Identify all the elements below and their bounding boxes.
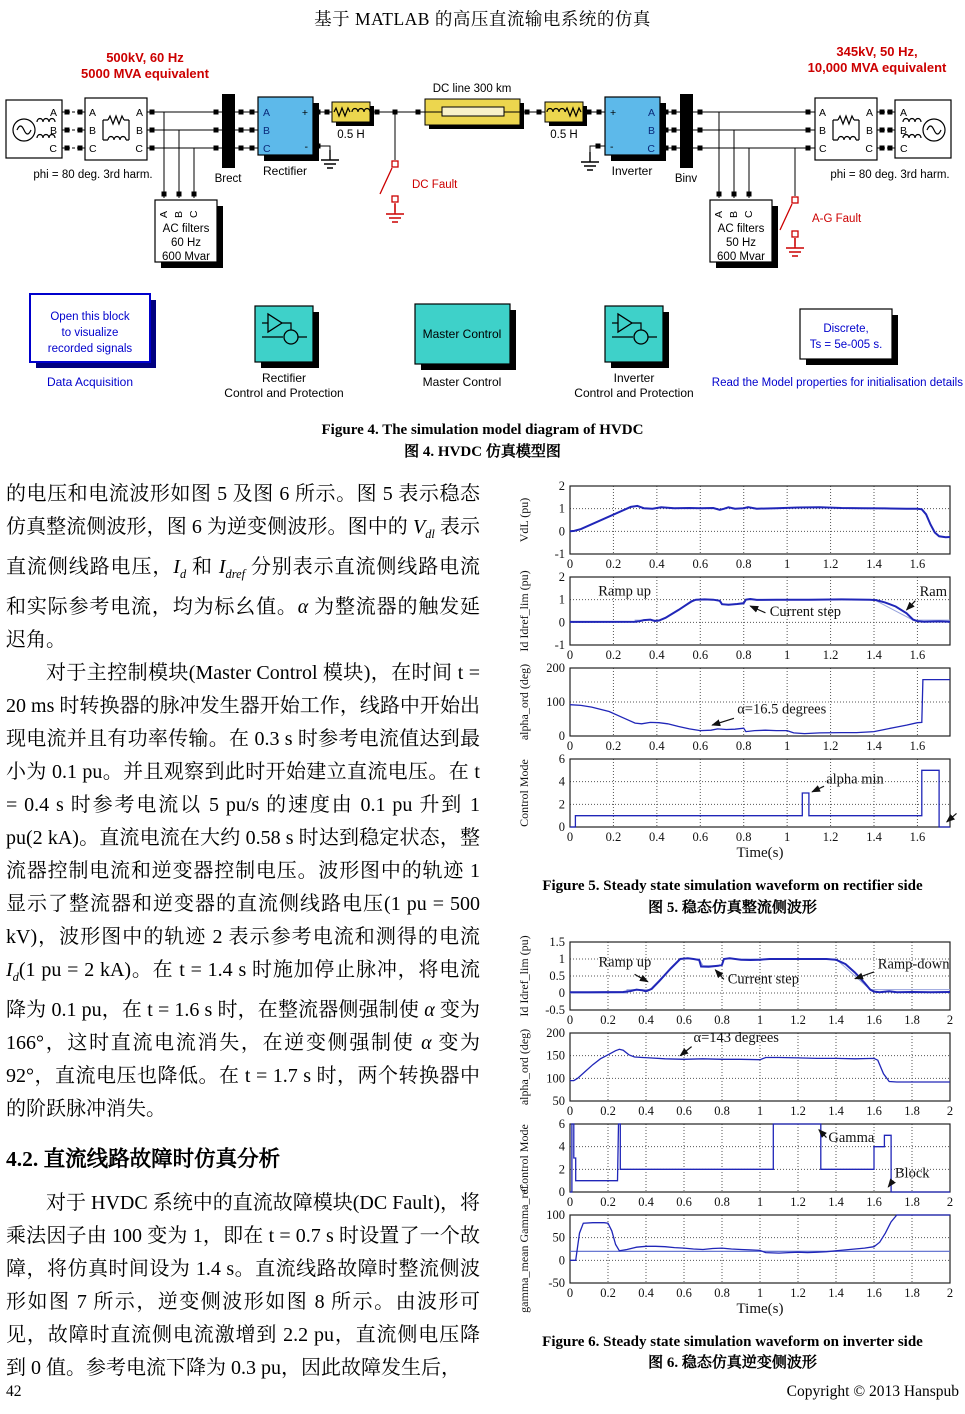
- port-b: B: [900, 125, 908, 137]
- svg-text:0.4: 0.4: [638, 1103, 654, 1118]
- page-title: 基于 MATLAB 的高压直流输电系统的仿真: [314, 9, 651, 29]
- binv-label: Binv: [674, 173, 698, 185]
- section-heading-4-2: 4.2. 直流线路故障时仿真分析: [6, 1147, 281, 1171]
- figure6-caption-en: Figure 6. Steady state simulation waveform on inverter side: [542, 1333, 923, 1350]
- svg-text:0: 0: [566, 648, 574, 662]
- svg-text:1: 1: [558, 592, 565, 607]
- paragraph: 的电压和电流波形如图 5 及图 6 所示。图 5 表示稳态仿真整流侧波形，图 6 为逆变侧波形。图中的 $V_{dl}$ 表示直流侧线路电压，$I_d$ 和 $I_{dref}$ 分别表示直流侧线路电流和实际参考电流，均为标幺值。α 为整流器的触发延迟角。: [6, 483, 481, 651]
- svg-text:2: 2: [946, 1285, 954, 1300]
- rectifier-label: Rectifier: [262, 164, 308, 178]
- svg-text:2: 2: [558, 570, 565, 584]
- rectifier-control-block[interactable]: [224, 306, 343, 400]
- svg-text:-1: -1: [554, 638, 565, 652]
- port-a: A: [89, 107, 97, 119]
- dc-line-label: DC line 300 km: [432, 83, 512, 95]
- svg-text:0.8: 0.8: [714, 1103, 730, 1118]
- impedance-right-block[interactable]: [815, 98, 877, 160]
- svg-text:1.2: 1.2: [822, 830, 839, 844]
- svg-text:1.4: 1.4: [866, 830, 882, 844]
- data-acquisition-label: Data Acquisition: [46, 375, 134, 389]
- svg-text:VdL (pu): VdL (pu): [517, 497, 531, 543]
- ac-filters-left-line1: AC filters: [162, 223, 210, 235]
- svg-text:0.2: 0.2: [600, 1103, 616, 1118]
- svg-text:1.6: 1.6: [866, 1285, 882, 1300]
- port-c: C: [647, 143, 655, 155]
- port-a: A: [865, 107, 873, 119]
- svg-text:4: 4: [558, 1139, 565, 1154]
- svg-text:0: 0: [558, 524, 565, 539]
- svg-text:1.2: 1.2: [822, 648, 839, 662]
- ac-filters-right-line1: AC filters: [717, 223, 765, 235]
- svg-text:0.4: 0.4: [638, 1194, 654, 1209]
- svg-text:Ram: Ram: [919, 583, 947, 600]
- svg-text:1.8: 1.8: [904, 1285, 920, 1300]
- port-minus: -: [610, 141, 614, 153]
- svg-text:1.6: 1.6: [866, 1194, 882, 1209]
- right-source-label-1: 345kV, 50 Hz,: [836, 44, 918, 59]
- port-b: B: [135, 125, 143, 137]
- wires-imp-src-right: [877, 110, 895, 151]
- port-a: A: [49, 107, 57, 119]
- svg-text:0: 0: [558, 615, 565, 630]
- svg-text:Time(s): Time(s): [736, 845, 784, 861]
- svg-text:0: 0: [558, 1184, 565, 1199]
- port-a: A: [713, 210, 725, 218]
- port-plus: +: [301, 107, 308, 119]
- port-b: B: [263, 125, 271, 137]
- svg-text:Current step: Current step: [769, 603, 842, 620]
- paragraphs-before-heading: [6, 478, 480, 1126]
- svg-text:1.2: 1.2: [790, 1194, 806, 1209]
- svg-text:0: 0: [566, 1194, 574, 1209]
- text-column: [6, 478, 480, 1385]
- figure5-caption: [500, 876, 965, 920]
- svg-text:0: 0: [566, 1103, 574, 1118]
- svg-text:0.8: 0.8: [735, 648, 752, 662]
- svg-text:1.5: 1.5: [549, 934, 565, 949]
- inverter-control-block[interactable]: [574, 306, 693, 400]
- left-source-label-2: 5000 MVA equivalent: [81, 66, 209, 81]
- port-c: C: [819, 143, 827, 155]
- port-b: B: [865, 125, 873, 137]
- svg-text:1: 1: [756, 1012, 764, 1027]
- figure6-chart: [500, 932, 965, 1328]
- ac-filters-left-line2: 60 Hz: [170, 237, 202, 249]
- svg-text:Ramp up: Ramp up: [598, 953, 652, 970]
- master-control-block[interactable]: [415, 304, 516, 389]
- figure6-caption: [500, 1332, 965, 1376]
- ac-filters-right-line2: 50 Hz: [725, 237, 757, 249]
- svg-text:1: 1: [784, 739, 791, 753]
- svg-text:-0.5: -0.5: [545, 1002, 565, 1017]
- open-block-line3: recorded signals: [47, 343, 133, 355]
- svg-text:1.2: 1.2: [822, 739, 839, 753]
- svg-text:0.8: 0.8: [714, 1285, 730, 1300]
- svg-text:Id Idref_lim (pu): Id Idref_lim (pu): [517, 934, 531, 1017]
- inverter-control-label-1: Inverter: [613, 371, 655, 385]
- svg-text:0.6: 0.6: [692, 739, 709, 753]
- svg-text:0: 0: [558, 1252, 565, 1267]
- svg-text:0.2: 0.2: [600, 1012, 616, 1027]
- port-c: C: [865, 143, 873, 155]
- svg-text:alpha_ord (deg): alpha_ord (deg): [517, 1028, 531, 1105]
- svg-text:0.6: 0.6: [676, 1103, 692, 1118]
- figure5-caption-en: Figure 5. Steady state simulation waveform on rectifier side: [542, 878, 923, 894]
- binv-bus-block[interactable]: [675, 94, 698, 185]
- ac-source-left-block[interactable]: [6, 100, 62, 158]
- svg-text:α=143 degrees: α=143 degrees: [693, 1029, 779, 1046]
- svg-text:0.6: 0.6: [692, 648, 709, 662]
- paragraph: 对于 HVDC 系统中的直流故障模块(DC Fault)，将乘法因子由 100 变为 1，即在 t = 0.7 s 时设置了一个故障，将仿真时间设为 1.4 s。直流线路故障时整流侧波形如图 7 所示，逆变侧波形如图 8 所示。由波形可见，故障时直流侧电流激增到 2.2 pu，直流侧电压降到 0 值。参考电流下降为 0.3 pu，因此故障发生后，: [6, 1192, 480, 1379]
- open-block-line1: Open this block: [50, 311, 130, 323]
- port-c: C: [89, 143, 97, 155]
- svg-text:1: 1: [756, 1194, 764, 1209]
- svg-text:2: 2: [558, 797, 565, 812]
- svg-text:0.4: 0.4: [649, 739, 665, 753]
- dc-fault-label: DC Fault: [412, 179, 458, 191]
- rectifier-block[interactable]: [258, 97, 319, 178]
- discrete-line1: Discrete,: [823, 323, 869, 335]
- open-block-line2: to visualize: [61, 327, 119, 339]
- svg-text:2: 2: [946, 1012, 954, 1027]
- port-b: B: [89, 125, 97, 137]
- figure5-caption-zh: 图 5. 稳态仿真整流侧波形: [648, 899, 817, 916]
- svg-text:0: 0: [566, 739, 574, 753]
- svg-text:50: 50: [552, 1230, 565, 1245]
- svg-text:1.4: 1.4: [866, 648, 882, 662]
- svg-text:100: 100: [546, 695, 565, 709]
- svg-text:0.6: 0.6: [676, 1285, 692, 1300]
- page-number: 42: [6, 1383, 22, 1400]
- svg-text:0.6: 0.6: [676, 1012, 692, 1027]
- port-plus: +: [610, 107, 617, 119]
- page-footer: [6, 1383, 959, 1401]
- svg-text:0.8: 0.8: [735, 830, 752, 844]
- port-c: C: [743, 210, 755, 218]
- port-a: A: [158, 210, 170, 218]
- svg-text:0.2: 0.2: [600, 1194, 616, 1209]
- svg-text:100: 100: [546, 1207, 565, 1222]
- rectifier-control-label-1: Rectifier: [261, 371, 307, 385]
- svg-text:Ramp up: Ramp up: [598, 583, 651, 600]
- figure6-svg: [500, 932, 965, 1323]
- svg-text:0.2: 0.2: [605, 648, 622, 662]
- figure4-caption: [0, 420, 965, 464]
- svg-text:1.2: 1.2: [790, 1012, 806, 1027]
- hvdc-model-diagram: [0, 42, 965, 414]
- svg-text:Id Idref_lim (pu): Id Idref_lim (pu): [517, 570, 531, 652]
- port-b: B: [819, 125, 827, 137]
- svg-text:-1: -1: [554, 547, 565, 561]
- svg-text:0.6: 0.6: [676, 1194, 692, 1209]
- figure5-svg: [500, 476, 965, 867]
- svg-text:0.2: 0.2: [605, 830, 622, 844]
- wires-right-bus: [693, 110, 815, 199]
- dc-wire-left: [370, 110, 425, 115]
- svg-text:1.8: 1.8: [904, 1194, 920, 1209]
- figure4-caption-zh: 图 4. HVDC 仿真模型图: [404, 443, 561, 460]
- port-c: C: [49, 143, 57, 155]
- svg-text:0.4: 0.4: [649, 830, 665, 844]
- figure5-chart: [500, 476, 965, 872]
- paragraph: 对于主控制模块(Master Control 模块)，在时间 t = 20 ms 时转换器的脉冲发生器开始工作，线路中开始出现电流并且有功率传输。在 0.3 s 时参考电流值达到最小为 0.1 pu。并且观察到此时开始建立直流电压。在 t = 0.4 s 时参考电流以 5 pu/s 的速度由 0.1 pu 升到 1 pu(2 kA)。直流电流在大约 0.58 s 时达到稳定状态，整流器控制电流和逆变器控制电压。波形图中的轨迹 1 显示了整流器和逆变器的直流侧线路电压(1 pu = 500 kV)，波形图中的轨迹 2 表示参考电流和测得的电流 $I_d(1$ pu = 2 kA)。在 t = 1.4 s 时施加停止脉冲，将电流降为 0.1 pu，在 t = 1.6 s 时，在整流器侧强制使 α 变为 166°，这时直流电流消失，在逆变侧强制使 α 变为 92°，直流电压也降低。在 t = 1.7 s 时，两个转换器中的阶跃脉冲消失。: [6, 662, 481, 1120]
- svg-text:4: 4: [558, 774, 565, 789]
- svg-text:1.2: 1.2: [790, 1103, 806, 1118]
- svg-text:1.4: 1.4: [828, 1103, 844, 1118]
- inverter-block[interactable]: [605, 97, 666, 178]
- smoothing-reactor-right-block[interactable]: [545, 102, 587, 141]
- svg-text:1.4: 1.4: [828, 1012, 844, 1027]
- svg-text:1.2: 1.2: [822, 557, 839, 571]
- figure6-caption-zh: 图 6. 稳态仿真逆变侧波形: [648, 1355, 817, 1372]
- svg-text:50: 50: [552, 1093, 565, 1108]
- ag-fault-breaker[interactable]: [780, 148, 862, 256]
- svg-text:1.4: 1.4: [866, 739, 882, 753]
- svg-text:1.6: 1.6: [909, 739, 926, 753]
- svg-text:0.2: 0.2: [605, 739, 622, 753]
- svg-text:1.4: 1.4: [828, 1285, 844, 1300]
- svg-text:1.8: 1.8: [904, 1103, 920, 1118]
- svg-text:1: 1: [784, 557, 791, 571]
- wires-brect-rectifier: [235, 110, 258, 151]
- svg-text:0: 0: [566, 1012, 574, 1027]
- svg-text:-50: -50: [548, 1275, 565, 1290]
- model-properties-note: Read the Model properties for initialisation details: [711, 377, 963, 389]
- ac-filters-left-line3: 600 Mvar: [162, 251, 210, 263]
- right-source-label-2: 10,000 MVA equivalent: [807, 60, 947, 75]
- svg-text:1.6: 1.6: [909, 830, 926, 844]
- figure4-caption-en: Figure 4. The simulation model diagram of HVDC: [321, 422, 644, 438]
- port-b: B: [173, 210, 185, 218]
- svg-text:alpha_ord (deg): alpha_ord (deg): [517, 663, 531, 741]
- svg-text:100: 100: [546, 1070, 565, 1085]
- svg-text:Ramp-down: Ramp-down: [877, 956, 950, 973]
- svg-text:0: 0: [566, 557, 574, 571]
- svg-text:150: 150: [546, 1048, 565, 1063]
- svg-text:Block: Block: [894, 1164, 930, 1181]
- port-a: A: [819, 107, 827, 119]
- discrete-line2: Ts = 5e-005 s.: [809, 339, 883, 351]
- svg-text:0.6: 0.6: [692, 557, 709, 571]
- svg-text:2: 2: [558, 1161, 565, 1176]
- svg-text:0.5: 0.5: [549, 968, 565, 983]
- svg-text:1.6: 1.6: [866, 1103, 882, 1118]
- paragraphs-after-heading: [6, 1187, 480, 1385]
- svg-text:0.6: 0.6: [692, 830, 709, 844]
- ac-source-right-block[interactable]: [895, 100, 951, 158]
- svg-text:200: 200: [546, 1025, 565, 1040]
- svg-text:1: 1: [558, 501, 565, 516]
- port-c: C: [900, 143, 908, 155]
- inverter-label: Inverter: [611, 164, 653, 178]
- master-control-block-text: Master Control: [422, 327, 502, 341]
- ag-fault-label: A-G Fault: [812, 213, 862, 225]
- svg-text:2: 2: [558, 479, 565, 493]
- svg-text:0.8: 0.8: [735, 557, 752, 571]
- svg-text:Current step: Current step: [727, 970, 799, 987]
- ac-filters-right-block[interactable]: [710, 200, 778, 268]
- impedance-left-block[interactable]: [85, 98, 147, 160]
- svg-text:Control Mode: Control Mode: [517, 1123, 531, 1192]
- svg-text:1: 1: [784, 830, 791, 844]
- svg-text:0.8: 0.8: [714, 1012, 730, 1027]
- data-acquisition-block[interactable]: [30, 294, 156, 389]
- phi-left-label: phi = 80 deg. 3rd harm.: [33, 169, 153, 181]
- inverter-control-label-2: Control and Protection: [574, 386, 694, 400]
- figure-column: [500, 476, 965, 1387]
- reactor-left-label: 0.5 H: [337, 129, 365, 141]
- svg-text:2: 2: [946, 1194, 954, 1209]
- port-b: B: [49, 125, 57, 137]
- svg-text:1: 1: [756, 1103, 764, 1118]
- svg-text:0.2: 0.2: [605, 557, 622, 571]
- port-a: A: [135, 107, 143, 119]
- svg-text:alpha min: alpha min: [826, 771, 884, 788]
- svg-text:2: 2: [946, 1103, 954, 1118]
- svg-text:1.4: 1.4: [866, 557, 882, 571]
- wires-src-imp-left: [62, 110, 85, 151]
- svg-text:1: 1: [756, 1285, 764, 1300]
- svg-text:200: 200: [546, 661, 565, 675]
- svg-text:1: 1: [558, 951, 565, 966]
- svg-text:1.6: 1.6: [909, 557, 926, 571]
- svg-text:0.4: 0.4: [638, 1285, 654, 1300]
- port-c: C: [135, 143, 143, 155]
- svg-text:1.6: 1.6: [866, 1012, 882, 1027]
- port-minus: -: [304, 141, 308, 153]
- brect-label: Brect: [214, 173, 242, 185]
- svg-text:0.4: 0.4: [649, 557, 665, 571]
- svg-text:6: 6: [558, 1116, 565, 1131]
- reactor-right-label: 0.5 H: [550, 129, 578, 141]
- discrete-solver-block[interactable]: [712, 309, 963, 389]
- svg-text:0.8: 0.8: [735, 739, 752, 753]
- left-source-label-1: 500kV, 60 Hz: [106, 50, 184, 65]
- port-a: A: [647, 107, 655, 119]
- smoothing-reactor-left-block[interactable]: [332, 102, 374, 141]
- port-c: C: [188, 210, 200, 218]
- svg-text:0: 0: [558, 985, 565, 1000]
- port-c: C: [263, 143, 271, 155]
- rectifier-control-label-2: Control and Protection: [224, 386, 344, 400]
- svg-text:Control Mode: Control Mode: [517, 759, 531, 827]
- svg-text:Gamma: Gamma: [828, 1129, 875, 1146]
- svg-text:0: 0: [566, 830, 574, 844]
- port-a: A: [263, 107, 271, 119]
- port-b: B: [647, 125, 655, 137]
- svg-text:gamma_mean Gamma_ref: gamma_mean Gamma_ref: [517, 1184, 531, 1313]
- svg-text:0.8: 0.8: [714, 1194, 730, 1209]
- svg-text:0: 0: [558, 820, 565, 834]
- svg-text:1.8: 1.8: [904, 1012, 920, 1027]
- svg-text:1.2: 1.2: [790, 1285, 806, 1300]
- svg-text:0.2: 0.2: [600, 1285, 616, 1300]
- port-a: A: [900, 107, 908, 119]
- ac-filters-right-line3: 600 Mvar: [717, 251, 765, 263]
- svg-text:0: 0: [566, 1285, 574, 1300]
- svg-text:0: 0: [558, 729, 565, 743]
- svg-text:1.6: 1.6: [909, 648, 926, 662]
- brect-bus-block[interactable]: [215, 94, 243, 185]
- dc-line-block[interactable]: [425, 83, 524, 129]
- svg-text:1.4: 1.4: [828, 1194, 844, 1209]
- svg-text:0.4: 0.4: [638, 1012, 654, 1027]
- phi-right-label: phi = 80 deg. 3rd harm.: [830, 169, 950, 181]
- svg-text:0.4: 0.4: [649, 648, 665, 662]
- svg-text:6: 6: [558, 752, 565, 766]
- wires-left-bus: [147, 110, 222, 199]
- port-b: B: [728, 210, 740, 218]
- svg-text:1: 1: [784, 648, 791, 662]
- svg-text:α=16.5 degrees: α=16.5 degrees: [737, 701, 827, 718]
- copyright: Copyright © 2013 Hanspub: [786, 1383, 959, 1400]
- master-control-label: Master Control: [422, 375, 502, 389]
- svg-text:Time(s): Time(s): [736, 1300, 784, 1317]
- ac-filters-left-block[interactable]: [155, 200, 223, 268]
